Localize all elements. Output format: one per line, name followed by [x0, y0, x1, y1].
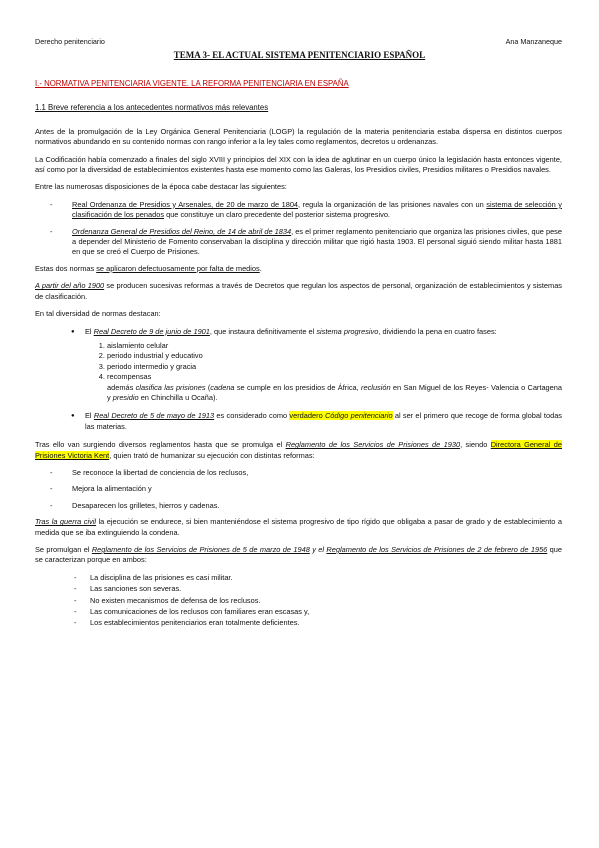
- features-list: [35, 573, 562, 629]
- paragraph-defectuosamente: Estas dos normas se aplicaron defectuosamente por falta de medios.: [35, 263, 262, 273]
- paragraph-destacan: En tal diversidad de normas destacan:: [35, 309, 161, 319]
- section-heading: I.- NORMATIVA PENITENCIARIA VIGENTE. LA REFORMA PENITENCIARIA EN ESPAÑA: [35, 79, 349, 88]
- list-item: - Desaparecen los grilletes, hierros y cadenas.: [72, 501, 562, 511]
- decretos-list: [35, 327, 562, 433]
- reforms-list: [35, 468, 562, 511]
- list-item: - Se reconoce la libertad de conciencia de los reclusos,: [72, 468, 562, 478]
- document-title: TEMA 3- EL ACTUAL SISTEMA PENITENCIARIO ESPAÑOL: [173, 50, 426, 60]
- list-item: - Real Ordenanza de Presidios y Arsenales, de 20 de marzo de 1804, regula la organización de las prisiones navales con un sistema de selección y clasificación de los penados que constituye un claro precedente del posterior sistema progresivo.: [72, 200, 562, 221]
- subsection-heading: 1.1 Breve referencia a los antecedentes normativos más relevantes: [35, 103, 269, 113]
- list-item: - Las sanciones son severas.: [90, 584, 562, 594]
- clasificacion-note: además clasifica las prisiones (cadena se cumple en los presidios de África, reclusión en San Miguel de los Reyes- Valencia o Cartagena y presidio en Chinchilla u Ocaña).: [107, 382, 562, 402]
- paragraph-reglamentos-1948-1956: Se promulgan el Reglamento de los Servicios de Prisiones de 5 de marzo de 1948 y el Reglamento de los Servicios de Prisiones de 2 de febrero de 1956 que se caracterizan porque en ambos:: [35, 545, 563, 565]
- header-right: Ana Manzaneque: [505, 37, 562, 46]
- paragraph-logp: Antes de la promulgación de la Ley Orgánica General Penitenciaria (LOGP) la regulación de la materia penitenciaria estaba dispersa en distintos cuerpos normativos abundando en su contenido normas con rango inferior a la ley tales como reglamentos, decretos u ordenanzas.: [35, 126, 562, 147]
- paragraph-guerra-civil: Tras la guerra civil la ejecución se endurece, si bien manteniéndose el sistema progresivo de tipo rígido que obligaba a pasar de grado y de establecimiento a medida que se iba extinguiendo la condena.: [35, 517, 562, 537]
- header-left: Derecho penitenciario: [35, 37, 105, 46]
- phases-list: [85, 341, 562, 383]
- list-item: - Las comunicaciones de los reclusos con familiares eran escasas y,: [90, 607, 562, 617]
- list-item: 1. aislamiento celular: [107, 341, 562, 351]
- paragraph-codificacion: La Codificación había comenzado a finales del siglo XVIII y principios del XIX con la idea de aglutinar en un cuerpo único la legislación hasta entonces vigente, así como por la diversidad de establecimientos existentes hasta ese momento como las Galeras, los Presidios civiles, Presidios militares o Presidios navales.: [35, 154, 562, 175]
- document-body: [35, 79, 562, 635]
- list-item: - No existen mecanismos de defensa de los reclusos.: [90, 596, 562, 606]
- list-item: - La disciplina de las prisiones es casi militar.: [90, 573, 562, 583]
- list-item: 4. recompensas: [107, 372, 562, 382]
- disposiciones-list: [35, 200, 562, 258]
- paragraph-1900: A partir del año 1900 se producen sucesivas reformas a través de Decretos que regulan los aspectos de personal, organización de establecimientos y sistemas de clasificación.: [35, 281, 563, 301]
- list-item: 2. periodo industrial y educativo: [107, 351, 562, 361]
- list-item: ● El Real Decreto de 5 de mayo de 1913 es considerado como verdadero Código penitenciario al ser el primero que recoge de forma global todas las materias.: [85, 411, 562, 432]
- paragraph-disposiciones-intro: Entre las numerosas disposiciones de la época cabe destacar las siguientes:: [35, 182, 287, 192]
- list-item: - Mejora la alimentación y: [72, 484, 562, 494]
- paragraph-reglamento-1930: Tras ello van surgiendo diversos reglamentos hasta que se promulga el Reglamento de los Servicios de Prisiones de 1930, siendo Directora General de Prisiones Victoria Kent, quien trató de humanizar su ejecución con distintas reformas:: [35, 440, 562, 460]
- list-item: 3. periodo intermedio y gracia: [107, 362, 562, 372]
- list-item: - Los establecimientos penitenciarios eran totalmente deficientes.: [90, 618, 562, 628]
- list-item: - Ordenanza General de Presidios del Reino, de 14 de abril de 1834, es el primer reglamento penitenciario que organiza las prisiones civiles, que pese a depender del Ministerio de Fomento conservaban la disciplina y dirección militar que rigió hasta 1903. El personal siguió siendo militar hasta 1881 en que se creó el Cuerpo de Prisiones.: [72, 227, 562, 258]
- list-item: ● El Real Decreto de 9 de junio de 1901, que instaura definitivamente el sistema progresivo, dividiendo la pena en cuatro fases: 1. aislamiento celular 2. periodo industrial y educativo 3. periodo intermedio y gracia 4. recompensas además clasifica las prisiones (cadena se cumple en los presidios de África, reclusión en San Miguel de los Reyes- Valencia o Cartagena y presidio en Chinchilla u Ocaña).: [85, 327, 562, 404]
